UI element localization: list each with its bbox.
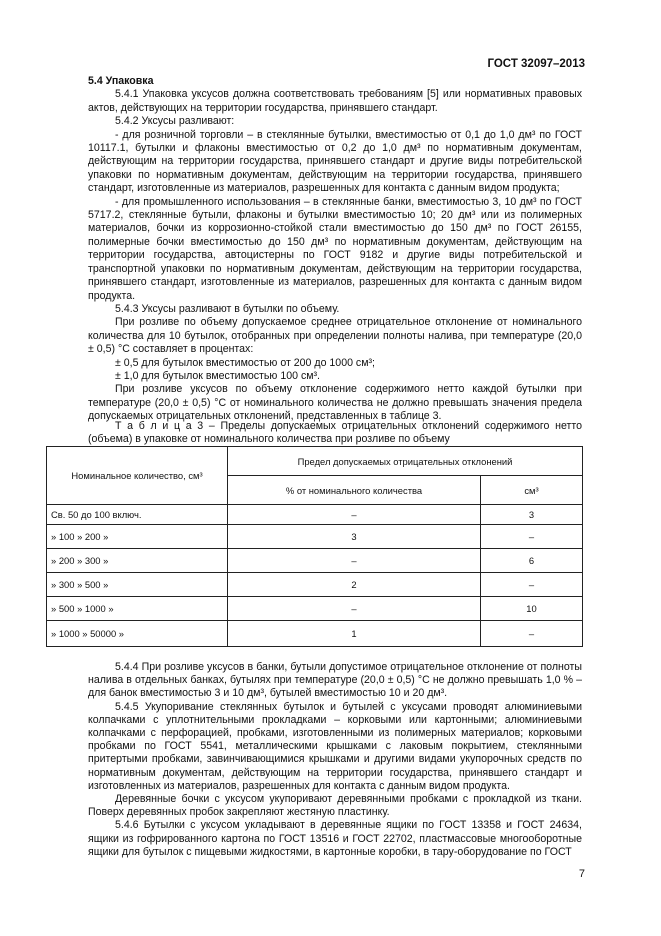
cell-percent: 3 — [228, 525, 481, 549]
tolerance-table — [46, 446, 583, 647]
cell-percent: – — [228, 549, 481, 573]
paragraph-5-4-2: 5.4.2 Уксусы разливают: — [115, 115, 235, 128]
page-number: 7 — [578, 868, 585, 880]
table-row — [47, 549, 583, 573]
paragraph-5-4-6: 5.4.6 Бутылки с уксусом укладывают в деревянные ящики по ГОСТ 13358 и ГОСТ 24634, ящики из гофрированного картона по ГОСТ 13516 и ГОСТ 22702, пластмассовые многооборотные ящики для бутылок с пищевыми жидкостями, в картонные коробки, в тару-оборудование по ГОСТ — [88, 819, 582, 858]
table-row — [47, 573, 583, 597]
cell-range: Св. 50 до 100 включ. — [47, 505, 228, 525]
header-deviation-limit: Предел допускаемых отрицательных отклонений — [228, 447, 583, 476]
cell-percent: 1 — [228, 621, 481, 647]
table-caption — [88, 420, 582, 446]
table-caption-text: Т а б л и ц а 3 – Пределы допускаемых отрицательных отклонений содержимого нетто (объема) в упаковке от номинального количества при розливе по объему — [88, 420, 582, 445]
standard-code: ГОСТ 32097–2013 — [487, 58, 585, 70]
section-5-4-continued — [88, 661, 582, 859]
tolerance-item-2: ± 1,0 для бутылок вместимостью 100 см³. — [115, 369, 320, 382]
table-row — [47, 525, 583, 549]
paragraph-5-4-5-barrels: Деревянные бочки с уксусом укупоривают деревянными пробками с прокладкой из ткани. Поверх деревянных пробок закрепляют жестяную пластинку. — [88, 793, 582, 819]
cell-range: » 1000 » 50000 » — [47, 621, 228, 647]
header-percent: % от номинального количества — [228, 476, 481, 505]
paragraph-5-4-3-tolerance: При розливе по объему допускаемое среднее отрицательное отклонение от номинального количества для 10 бутылок, отобранных при определении полноты налива, при температуре (20,0 ± 0,5) °С составляет в процентах: — [88, 316, 582, 356]
cell-cm3: 10 — [481, 597, 583, 621]
paragraph-5-4-4: 5.4.4 При розливе уксусов в банки, бутыли допустимое отрицательное отклонение от полноты налива в отдельных банках, бутылях при температуре (20,0 ± 0,5) °С не должно превышать 1,0 % – для банок вместимостью 3 и 10 дм³, бутылей вместимостью 10 и 20 дм³. — [88, 661, 582, 700]
cell-cm3: – — [481, 573, 583, 597]
cell-range: » 300 » 500 » — [47, 573, 228, 597]
paragraph-5-4-3: 5.4.3 Уксусы разливают в бутылки по объему. — [115, 302, 340, 315]
cell-range: » 100 » 200 » — [47, 525, 228, 549]
cell-cm3: 3 — [481, 505, 583, 525]
industrial-packaging-item: - для промышленного использования – в стеклянные банки, вместимостью 3, 10 дм³ по ГОСТ 5717.2, стеклянные бутыли, флаконы и бутылки вместимостью 10; 20 дм³ или из полимерных материалов, бочки из коррозионно-стойкой стали вместимостью до 150 дм³ по ГОСТ 26155, полимерные бочки вместимостью до 150 дм³ по нормативным документам, действующим на территории государства, автоцистерны по ГОСТ 9182 и другие виды потребительской и транспортной упаковки по нормативным документам, действующим на территории государства, принявшего стандарт, изготовленные из материалов, разрешенных для контакта с данным видом продукта. — [88, 195, 582, 302]
paragraph-5-4-3-deviation: При розливе уксусов по объему отклонение содержимого нетто каждой бутылки при температуре (20,0 ± 0,5) °С от номинального количества не должно превышать значения предела допускаемых отрицательных отклонений, представленных в таблице 3. — [88, 383, 582, 423]
cell-cm3: – — [481, 621, 583, 647]
section-heading: 5.4 Упаковка — [88, 75, 154, 87]
section-5-4 — [88, 75, 582, 424]
header-nominal-quantity: Номинальное количество, см³ — [47, 447, 228, 505]
cell-range: » 200 » 300 » — [47, 549, 228, 573]
paragraph-5-4-5: 5.4.5 Укупоривание стеклянных бутылок и бутылей с уксусами проводят алюминиевыми колпачками с уплотнительными прокладками – корковыми или картонными; алюминиевыми колпачками с перфорацией, пробками, изготовленными из полимерных материалов; корковыми пробками по ГОСТ 5541, металлическими крышками с лаковым покрытием, стеклянными притертыми пробками, завинчивающимися крышками и другими видами укупорочных средств по нормативным документам, действующим на территории государства, принявшего стандарт и изготовленных из материалов, разрешенных для контакта с данным видом продукта. — [88, 700, 582, 792]
paragraph-5-4-1: 5.4.1 Упаковка уксусов должна соответствовать требованиям [5] или нормативных правовых актов, действующих на территории государства, принявшего стандарт. — [88, 88, 582, 114]
retail-packaging-item: - для розничной торговли – в стеклянные бутылки, вместимостью от 0,1 до 1,0 дм³ по ГОСТ 10117.1, бутылки и флаконы вместимостью от 0,2 до 1,0 дм³ по нормативным документам, действующим на территории государства, принявшего стандарт и другие виды потребительской упаковки по нормативным документам, действующим на территории государства, принявшего стандарт, изготовленные из материалов, разрешенных для контакта с данным видом продукта; — [88, 128, 582, 195]
header-cm3: см³ — [481, 476, 583, 505]
cell-percent: 2 — [228, 573, 481, 597]
cell-percent: – — [228, 505, 481, 525]
cell-range: » 500 » 1000 » — [47, 597, 228, 621]
cell-percent: – — [228, 597, 481, 621]
cell-cm3: – — [481, 525, 583, 549]
tolerance-item-1: ± 0,5 для бутылок вместимостью от 200 до 1000 см³; — [115, 356, 375, 369]
table-row — [47, 505, 583, 525]
table-row — [47, 621, 583, 647]
table-row — [47, 597, 583, 621]
cell-cm3: 6 — [481, 549, 583, 573]
